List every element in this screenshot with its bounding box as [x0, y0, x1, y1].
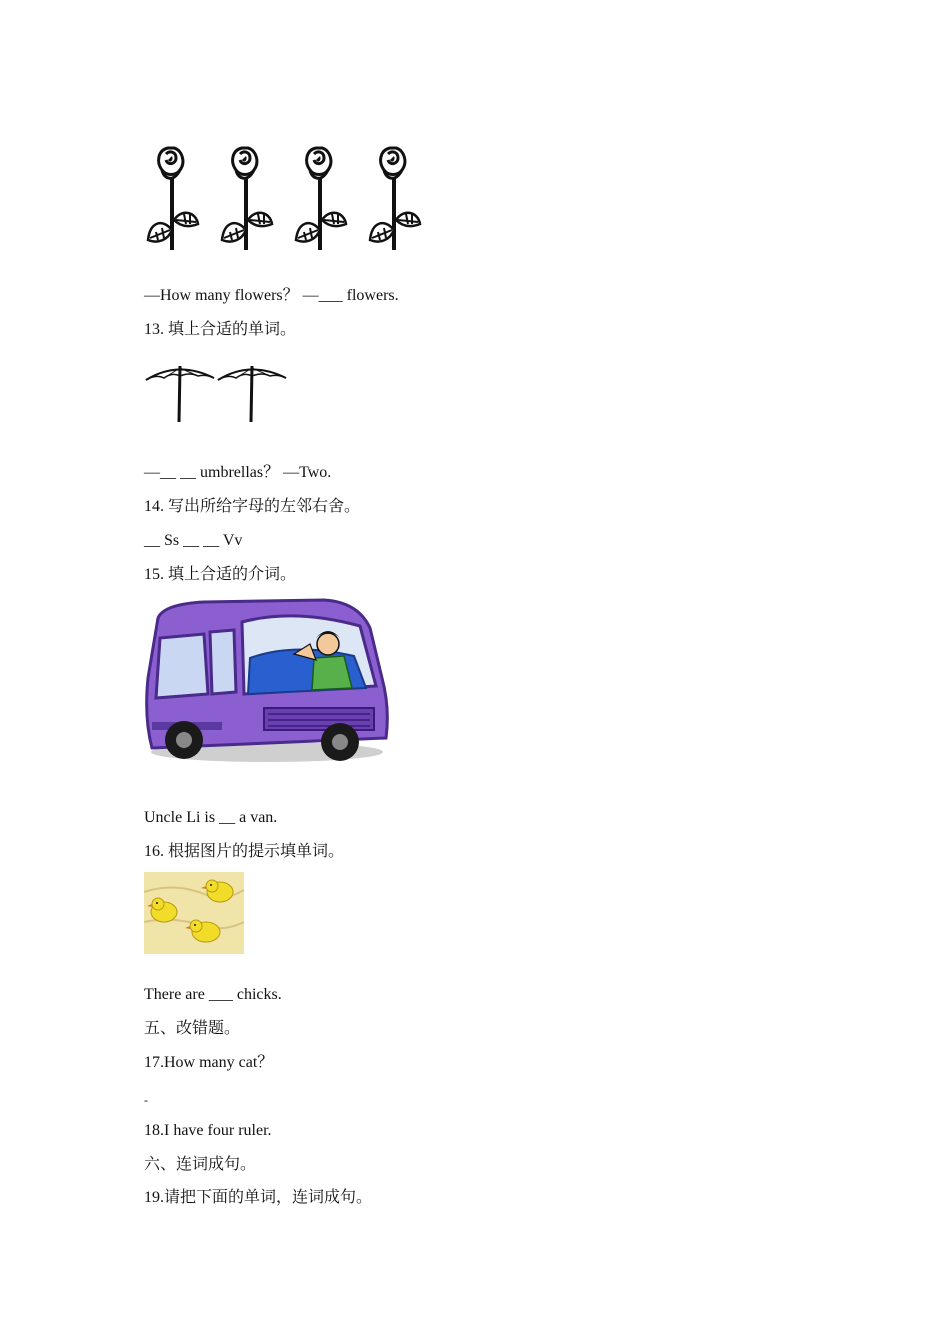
umbrellas-picture: [144, 362, 290, 426]
van-picture: [144, 598, 390, 768]
umbrella-icon: [146, 366, 214, 422]
section6-title: 六、连词成句。: [144, 1156, 257, 1173]
q16-prompt: 16. 根据图片的提示填单词。: [144, 843, 345, 860]
q15-prompt: 15. 填上合适的介词。: [144, 566, 297, 583]
chicks-picture: [144, 872, 244, 954]
q18-question: 18.I have four ruler.: [144, 1122, 272, 1139]
rose-icon: [296, 148, 346, 250]
section5-title: 五、改错题。: [144, 1020, 241, 1037]
van-icon: [147, 600, 388, 762]
q16-question: There are ___ chicks.: [144, 986, 282, 1003]
q13-prompt: 13. 填上合适的单词。: [144, 321, 297, 338]
q19-question: 19.请把下面的单词，连词成句。: [144, 1189, 373, 1206]
q15-question: Uncle Li is __ a van.: [144, 809, 278, 826]
rose-icon: [148, 148, 198, 250]
q12-question: —How many flowers？ —___ flowers.: [144, 287, 399, 304]
rose-icon: [370, 148, 420, 250]
q14-question: __ Ss __ __ Vv: [144, 532, 243, 549]
umbrella-icon: [218, 366, 286, 422]
rose-icon: [222, 148, 272, 250]
q13-question: —__ __ umbrellas？ —Two.: [144, 464, 332, 481]
q14-prompt: 14. 写出所给字母的左邻右舍。: [144, 498, 361, 515]
q17-question: 17.How many cat？: [144, 1054, 274, 1071]
q17-answer-mark: -: [144, 1093, 148, 1107]
flowers-picture: [144, 140, 440, 255]
